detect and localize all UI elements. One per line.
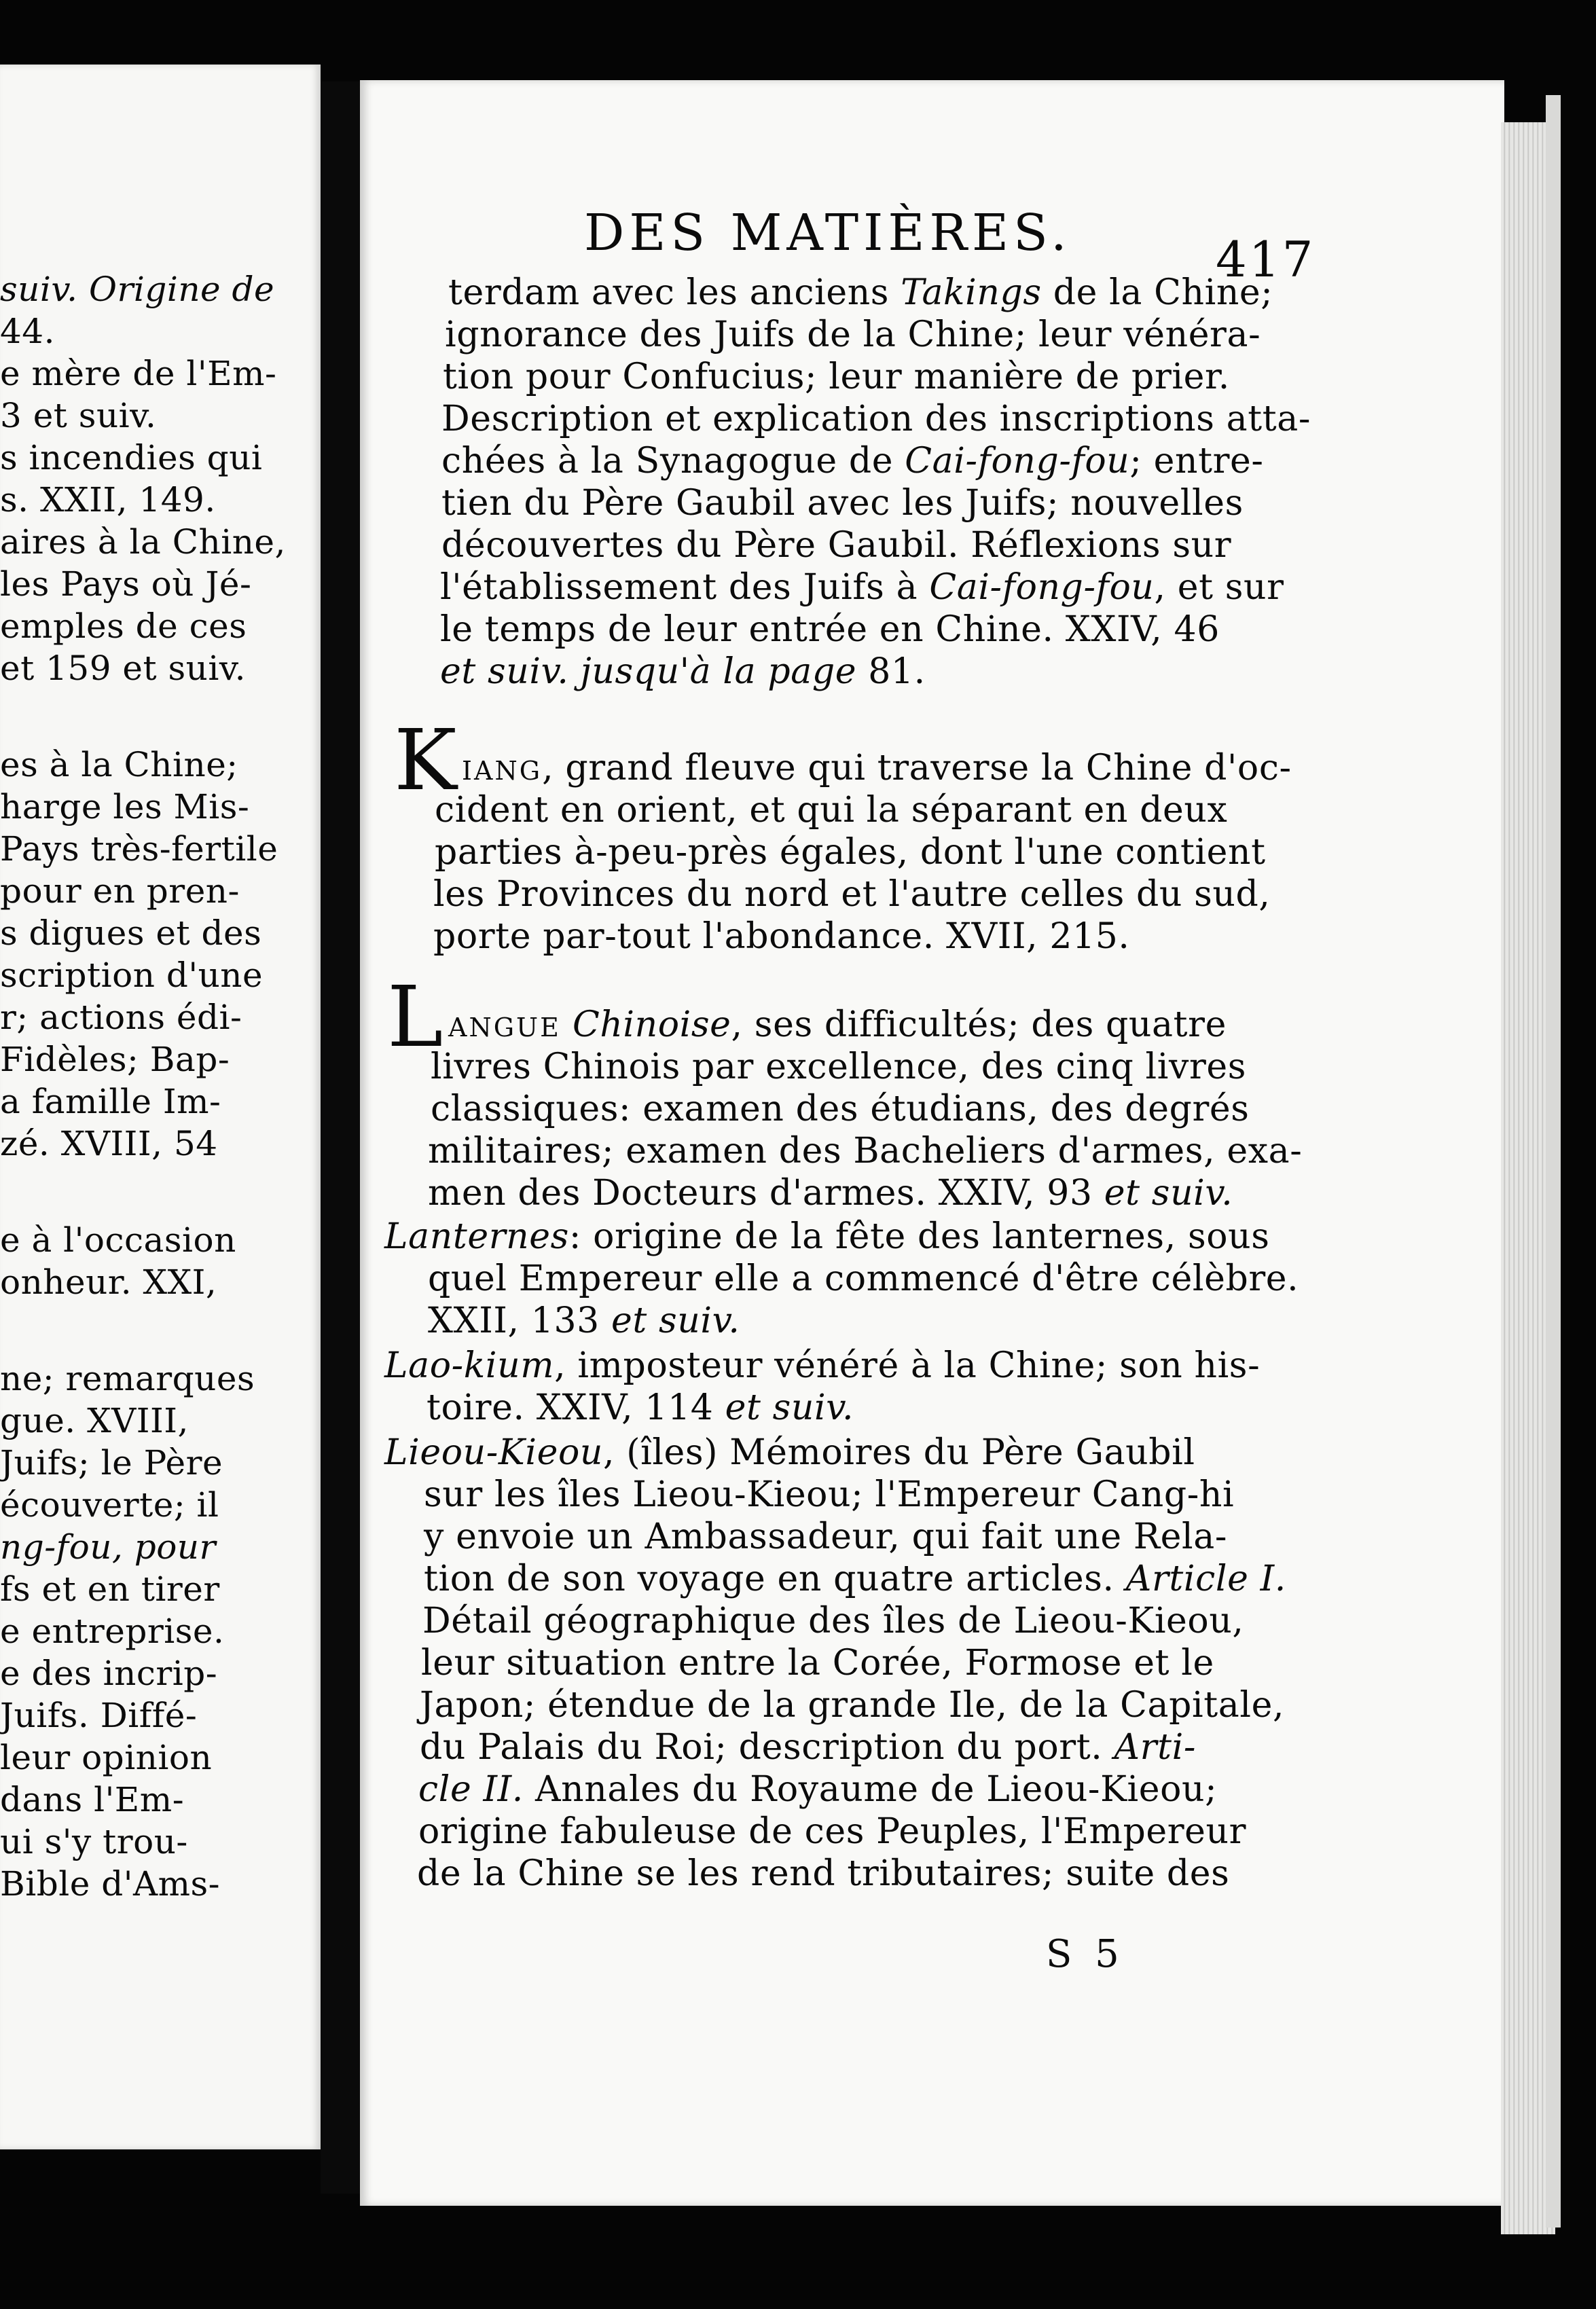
left-line: ne; remarques bbox=[0, 1359, 255, 1398]
page-number: 417 bbox=[1216, 231, 1316, 288]
text-line: porte par-tout l'abondance. XVII, 215. bbox=[433, 916, 1130, 957]
text-line: Lao-kium, imposteur vénéré à la Chine; son his- bbox=[384, 1345, 1261, 1386]
text-line: ignorance des Juifs de la Chine; leur vénéra- bbox=[445, 314, 1261, 355]
text-line: origine fabuleuse de ces Peuples, l'Empereur bbox=[418, 1811, 1247, 1852]
left-line: ui s'y trou- bbox=[0, 1822, 188, 1861]
left-line: suiv. Origine de bbox=[0, 270, 275, 309]
text-line: quel Empereur elle a commencé d'être célèbre. bbox=[428, 1258, 1299, 1299]
left-line: Fidèles; Bap- bbox=[0, 1040, 230, 1079]
left-line: zé. XVIII, 54 bbox=[0, 1124, 218, 1163]
text-line: du Palais du Roi; description du port. Arti- bbox=[420, 1727, 1197, 1768]
left-line: s digues et des bbox=[0, 913, 262, 953]
text-line: tien du Père Gaubil avec les Juifs; nouvelles bbox=[441, 483, 1244, 524]
text-line: cident en orient, et qui la séparant en deux bbox=[435, 790, 1228, 831]
text-line: IANG, grand fleuve qui traverse la Chine d'oc- bbox=[462, 748, 1292, 788]
text-line: ANGUE Chinoise, ses difficultés; des quatre bbox=[448, 1004, 1227, 1045]
left-line: s incendies qui bbox=[0, 438, 263, 477]
text-line: Détail géographique des îles de Lieou-Kieou, bbox=[422, 1601, 1244, 1641]
text-line: tion de son voyage en quatre articles. Article I. bbox=[424, 1559, 1286, 1599]
text-line: Lieou-Kieou, (îles) Mémoires du Père Gaubil bbox=[384, 1432, 1195, 1473]
left-line: fs et en tirer bbox=[0, 1569, 220, 1609]
book-gutter bbox=[321, 81, 360, 2194]
left-line: Pays très-fertile bbox=[0, 829, 278, 869]
text-line: découvertes du Père Gaubil. Réflexions sur bbox=[441, 525, 1232, 566]
text-line: l'établissement des Juifs à Cai-fong-fou, et sur bbox=[440, 567, 1284, 608]
left-line: Juifs; le Père bbox=[0, 1443, 223, 1483]
drop-capital-k: K bbox=[394, 712, 457, 810]
page-edges bbox=[1501, 122, 1555, 2234]
text-line: sur les îles Lieou-Kieou; l'Empereur Cang-hi bbox=[424, 1474, 1235, 1515]
left-facing-page bbox=[0, 65, 321, 2149]
left-line: 44. bbox=[0, 312, 56, 351]
text-line: cle II. Annales du Royaume de Lieou-Kieou; bbox=[418, 1769, 1218, 1810]
text-line: chées à la Synagogue de Cai-fong-fou; entre- bbox=[441, 441, 1264, 481]
text-line: Japon; étendue de la grande Ile, de la Capitale, bbox=[420, 1685, 1285, 1726]
text-line: de la Chine se les rend tributaires; suite des bbox=[417, 1853, 1230, 1894]
left-line: 3 et suiv. bbox=[0, 396, 157, 435]
text-line: militaires; examen des Bacheliers d'armes, exa- bbox=[428, 1131, 1303, 1171]
left-line: ng-fou, pour bbox=[0, 1527, 216, 1567]
left-line: écouverte; il bbox=[0, 1485, 219, 1525]
left-line: scription d'une bbox=[0, 956, 264, 995]
left-line: a famille Im- bbox=[0, 1082, 221, 1121]
left-line: leur opinion bbox=[0, 1738, 213, 1777]
left-line: e entreprise. bbox=[0, 1612, 225, 1651]
signature-mark: S 5 bbox=[1046, 1932, 1125, 1976]
drop-capital-l: L bbox=[387, 968, 443, 1066]
left-line: harge les Mis- bbox=[0, 787, 250, 826]
text-line: men des Docteurs d'armes. XXIV, 93 et suiv. bbox=[428, 1173, 1233, 1214]
text-line: livres Chinois par excellence, des cinq livres bbox=[431, 1047, 1247, 1087]
left-line: Juifs. Diffé- bbox=[0, 1696, 198, 1735]
left-line: aires à la Chine, bbox=[0, 522, 286, 562]
text-line: Lanternes: origine de la fête des lanternes, sous bbox=[384, 1216, 1270, 1257]
running-head: DES MATIÈRES. bbox=[584, 204, 1072, 262]
text-line: y envoie un Ambassadeur, qui fait une Rela- bbox=[424, 1516, 1228, 1557]
text-line: XXII, 133 et suiv. bbox=[428, 1301, 740, 1341]
left-line: gue. XVIII, bbox=[0, 1401, 189, 1440]
left-line: r; actions édi- bbox=[0, 998, 242, 1037]
left-line: e mère de l'Em- bbox=[0, 354, 277, 393]
left-line: pour en pren- bbox=[0, 871, 240, 911]
left-line: dans l'Em- bbox=[0, 1780, 185, 1819]
left-line: s. XXII, 149. bbox=[0, 480, 216, 520]
left-line: e des incrip- bbox=[0, 1654, 218, 1693]
left-line: onheur. XXI, bbox=[0, 1262, 217, 1302]
text-line: leur situation entre la Corée, Formose et le bbox=[421, 1643, 1214, 1684]
text-line: terdam avec les anciens Takings de la Chine; bbox=[448, 272, 1273, 313]
text-line: le temps de leur entrée en Chine. XXIV, 46 bbox=[440, 609, 1220, 650]
left-line: les Pays où Jé- bbox=[0, 564, 252, 604]
left-line: es à la Chine; bbox=[0, 745, 238, 784]
left-line: et 159 et suiv. bbox=[0, 649, 247, 688]
left-line: emples de ces bbox=[0, 606, 247, 646]
text-line: tion pour Confucius; leur manière de prier. bbox=[443, 357, 1230, 397]
text-line: parties à-peu-près égales, dont l'une contient bbox=[435, 832, 1266, 873]
left-line: Bible d'Ams- bbox=[0, 1864, 221, 1904]
text-line: Description et explication des inscriptions atta- bbox=[441, 399, 1311, 439]
text-line: classiques: examen des étudians, des degrés bbox=[431, 1089, 1250, 1129]
text-line: et suiv. jusqu'à la page 81. bbox=[440, 651, 926, 692]
text-line: toire. XXIV, 114 et suiv. bbox=[427, 1387, 854, 1428]
text-line: les Provinces du nord et l'autre celles du sud, bbox=[433, 874, 1271, 915]
left-line: e à l'occasion bbox=[0, 1220, 236, 1260]
